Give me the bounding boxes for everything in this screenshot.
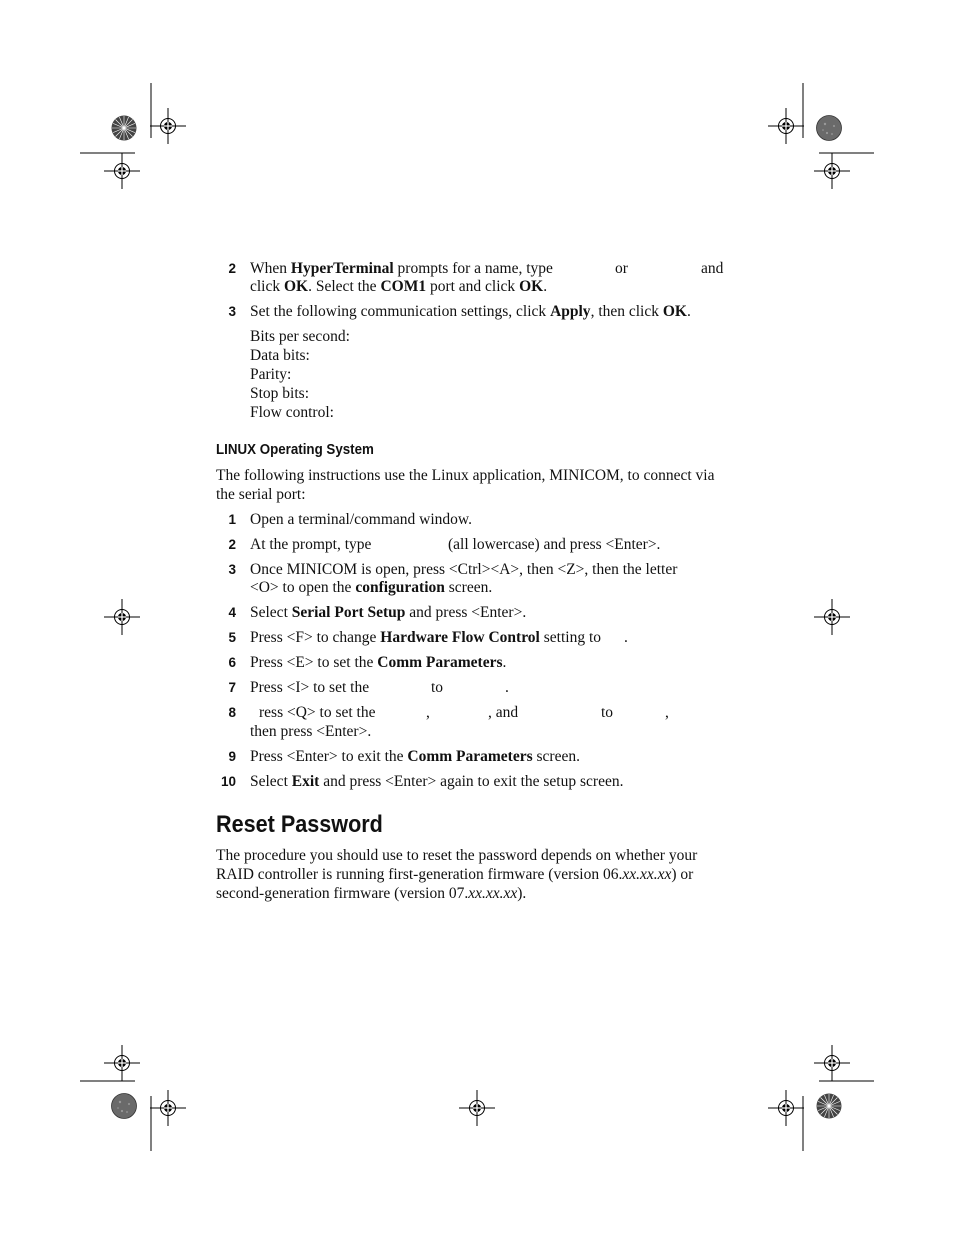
step-text: or <box>615 260 628 277</box>
step-text: (all lowercase) and press <Enter>. <box>448 536 661 553</box>
setting-label: Bits per second: <box>250 328 350 345</box>
paragraph-line: The following instructions use the Linux application, MINICOM, to connect via <box>216 467 715 484</box>
step-number: 2 <box>228 261 236 276</box>
step-text: click OK. Select the COM1 port and click OK. <box>250 278 548 295</box>
step-number: 6 <box>228 655 236 670</box>
step-text: , and <box>488 704 519 721</box>
registration-target-icon <box>814 153 850 189</box>
step-text: Select Exit and press <Enter> again to exit the setup screen. <box>250 773 624 790</box>
paragraph-line: second-generation firmware (version 07.xx.xx.xx). <box>216 885 527 902</box>
step-number: 1 <box>228 512 236 527</box>
registration-target-icon <box>150 1090 186 1126</box>
registration-target-icon <box>814 1045 850 1081</box>
step-number: 5 <box>228 630 236 645</box>
step-text: . <box>624 629 628 646</box>
setting-label: Flow control: <box>250 404 334 421</box>
setting-label: Data bits: <box>250 347 310 364</box>
section-heading: LINUX Operating System <box>216 442 374 458</box>
paragraph-line: the serial port: <box>216 486 306 503</box>
registration-target-icon <box>104 153 140 189</box>
step-text: . <box>505 679 509 696</box>
step-number: 8 <box>228 705 236 720</box>
step-text: Once MINICOM is open, press <Ctrl><A>, then <Z>, then the letter <box>250 561 678 578</box>
step-text: Open a terminal/command window. <box>250 511 472 528</box>
registration-target-icon <box>814 599 850 635</box>
step-text: to <box>601 704 614 721</box>
step-number: 7 <box>228 680 236 695</box>
registration-target-icon <box>459 1090 495 1126</box>
registration-target-icon <box>104 599 140 635</box>
step-text: then press <Enter>. <box>250 723 372 740</box>
registration-target-icon <box>768 1090 804 1126</box>
step-number: 2 <box>228 537 236 552</box>
step-text: Press <F> to change Hardware Flow Control setting to <box>250 629 602 646</box>
step-number: 10 <box>220 774 236 789</box>
step-number: 9 <box>228 749 236 764</box>
registration-target-icon <box>768 108 804 144</box>
step-text: ress <Q> to set the <box>259 704 376 721</box>
paragraph-line: The procedure you should use to reset the password depends on whether your <box>216 847 698 864</box>
step-text: Set the following communication settings, click Apply, then click OK. <box>250 303 691 320</box>
setting-label: Stop bits: <box>250 385 310 402</box>
star-wheel-icon <box>817 1094 842 1119</box>
step-text: Select Serial Port Setup and press <Enter>. <box>250 604 527 621</box>
page-heading: Reset Password <box>216 811 383 838</box>
step-text: , <box>426 704 430 721</box>
step-text: and <box>701 260 724 277</box>
step-number: 3 <box>228 304 236 319</box>
paragraph-line: RAID controller is running first-generation firmware (version 06.xx.xx.xx) or <box>216 866 694 883</box>
gray-disc-icon <box>112 1094 137 1119</box>
star-wheel-icon <box>112 116 137 141</box>
step-number: 3 <box>228 562 236 577</box>
gray-disc-icon <box>817 116 842 141</box>
registration-target-icon <box>104 1045 140 1081</box>
step-number: 4 <box>228 605 236 620</box>
step-text: <O> to open the configuration screen. <box>250 579 493 596</box>
step-text: Press <Enter> to exit the Comm Parameters screen. <box>250 748 580 765</box>
step-text: When HyperTerminal prompts for a name, type <box>250 260 553 277</box>
registration-target-icon <box>150 108 186 144</box>
step-text: Press <I> to set the <box>250 679 370 696</box>
setting-label: Parity: <box>250 366 292 383</box>
step-text: , <box>665 704 669 721</box>
step-text: to <box>431 679 444 696</box>
step-text: Press <E> to set the Comm Parameters. <box>250 654 507 671</box>
settings-list <box>250 328 350 423</box>
step-text: At the prompt, type <box>250 536 372 553</box>
